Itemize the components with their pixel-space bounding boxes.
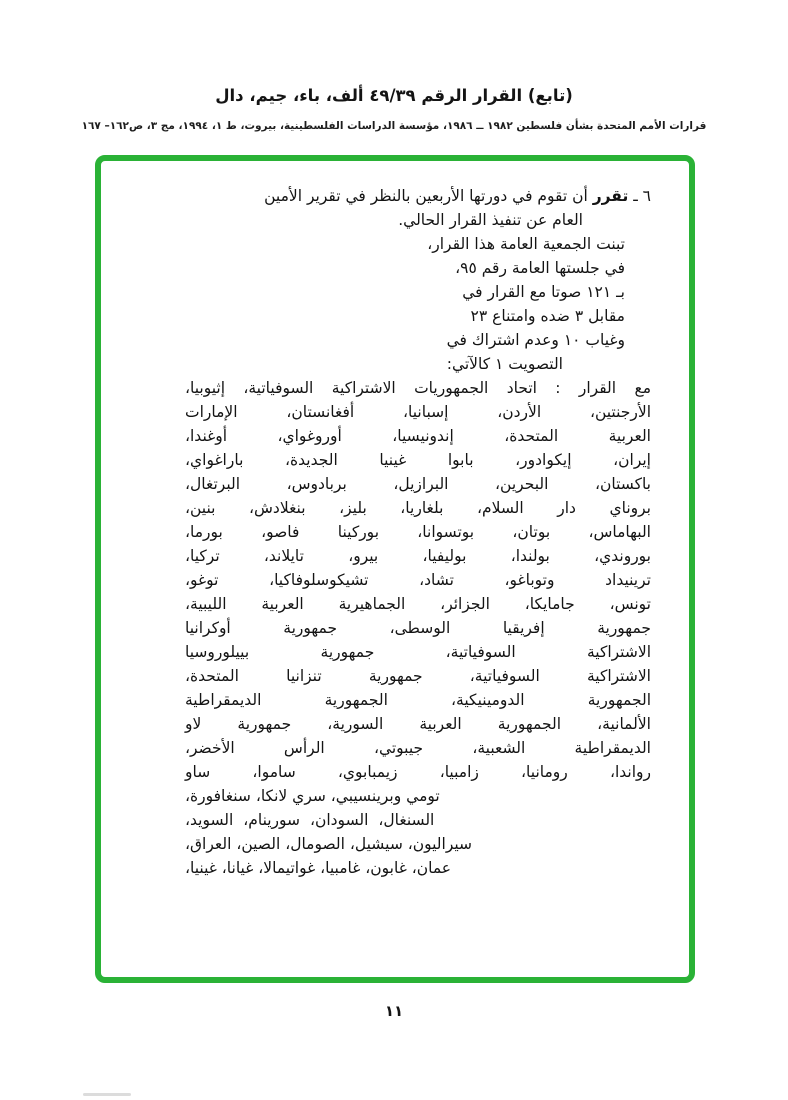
- clause-number: ٦ ـ: [628, 187, 651, 205]
- country-list-line: مع القرار : اتحاد الجمهوريات الاشتراكية السوفياتية، إثيوبيا،: [185, 379, 651, 397]
- country-list-line: رواندا، رومانيا، زامبيا، زيمبابوي، ساموا، ساو: [185, 763, 651, 781]
- page-title: (تابع) القرار الرقم ٤٩/٣٩ ألف، باء، جيم، دال: [215, 86, 573, 105]
- page-number: ١١: [384, 1002, 404, 1020]
- country-list-line: الألمانية، الجمهورية العربية السورية، جمهورية لاو: [185, 715, 651, 733]
- source-citation: قرارات الأمم المتحدة بشأن فلسطين ١٩٨٢ ــ ١٩٨٦، مؤسسة الدراسات الفلسطينية، بيروت، ط ١، ١٩٩٤، مج ٣، ص١٦٢– ١٦٧: [81, 120, 707, 132]
- country-list-line: الجمهورية الدومينيكية، الجمهورية الديمقراطية: [185, 691, 651, 709]
- voting-line: التصويت ١ كالآتي:: [446, 355, 563, 373]
- country-list-line: إيران، إيكوادور، بابوا غينيا الجديدة، باراغواي،: [185, 451, 651, 469]
- country-list-line: الأرجنتين، الأردن، إسبانيا، أفغانستان، الإمارات: [185, 403, 651, 421]
- voting-line: مقابل ٣ ضده وامتناع ٢٣: [470, 307, 625, 325]
- country-list-line: باكستان، البحرين، البرازيل، بربادوس، البرتغال،: [185, 475, 651, 493]
- country-list-line: ترينيداد وتوباغو، تشاد، تشيكوسلوفاكيا، توغو،: [185, 571, 651, 589]
- with-resolution-country-list: [185, 376, 651, 880]
- country-list-line: البهاماس، بوتان، بوتسوانا، بوركينا فاصو، بورما،: [185, 523, 651, 541]
- country-list-line: الديمقراطية الشعبية، جيبوتي، الرأس الأخضر،: [185, 739, 651, 757]
- voting-line: وغياب ١٠ وعدم اشتراك في: [446, 331, 625, 349]
- country-list-line: تونس، جامايكا، الجزائر، الجماهيرية العربية الليبية،: [185, 595, 651, 613]
- country-list-line: تومي وبرينسيبي، سري لانكا، سنغافورة،: [185, 787, 440, 805]
- voting-line: في جلستها العامة رقم ٩٥،: [455, 259, 625, 277]
- country-list-line: الاشتراكية السوفياتية، جمهورية تنزانيا المتحدة،: [185, 667, 651, 685]
- country-list-line: العربية المتحدة، إندونيسيا، أوروغواي، أوغندا،: [185, 427, 651, 445]
- country-list-line: جمهورية إفريقيا الوسطى، جمهورية أوكرانيا: [185, 619, 651, 637]
- country-list-line: الاشتراكية السوفياتية، جمهورية بييلوروسيا: [185, 643, 651, 661]
- voting-record: [185, 232, 651, 376]
- clause-text: أن تقوم في دورتها الأربعين بالنظر في تقرير الأمين: [264, 187, 593, 205]
- voting-line: بـ ١٢١ صوتا مع القرار في: [462, 283, 625, 301]
- country-list-line: عمان، غابون، غامبيا، غواتيمالا، غيانا، غينيا،: [185, 859, 452, 877]
- voting-line: تبنت الجمعية العامة هذا القرار،: [427, 235, 625, 253]
- clause-line-2: العام عن تنفيذ القرار الحالي.: [398, 211, 583, 229]
- scan-artifact: [83, 1093, 131, 1096]
- country-list-line: بروناي دار السلام، بلغاريا، بليز، بنغلادش، بنين،: [185, 499, 651, 517]
- body-text: [185, 184, 651, 880]
- country-list-line: سيراليون، سيشيل، الصومال، الصين، العراق،: [185, 835, 473, 853]
- clause-line-1: [185, 184, 651, 208]
- country-list-line: بوروندي، بولندا، بوليفيا، بيرو، تايلاند، تركيا،: [185, 547, 651, 565]
- country-list-line: السنغال، السودان، سورينام، السويد،: [185, 811, 435, 829]
- clause-keyword: تقرر: [592, 187, 629, 205]
